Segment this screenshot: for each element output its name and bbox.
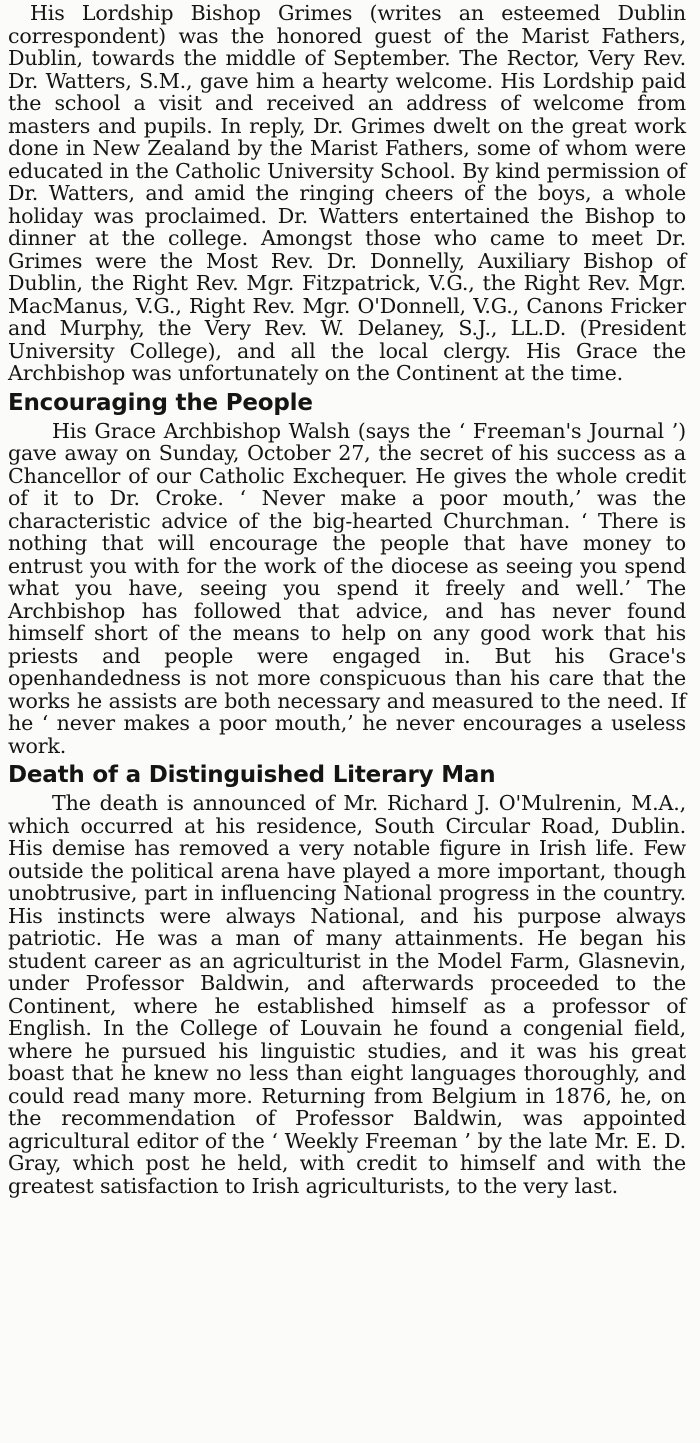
article-bishop-grimes-body: His Lordship Bishop Grimes (writes an esteemed Dublin correspondent) was the honored guest of the Marist Fathers, Dublin, towards the middle of September. The Rector, Very Rev. Dr. Watters, S.M., gave him a hearty welcome. His Lordship paid the school a visit and received an address of welcome from masters and pupils. In reply, Dr. Grimes dwelt on the great work done in New Zealand by the Marist Fathers, some of whom were educated in the Catholic University School. By kind permission of Dr. Watters, and amid the ringing cheers of the boys, a whole holiday was proclaimed. Dr. Watters entertained the Bishop to dinner at the college. Amongst those who came to meet Dr. Grimes were the Most Rev. Dr. Donnelly, Auxiliary Bishop of Dublin, the Right Rev. Mgr. Fitzpatrick, V.G., the Right Rev. Mgr. MacManus, V.G., Right Rev. Mgr. O'Donnell, V.G., Canons Fricker and Murphy, the Very Rev. W. Delaney, S.J., LL.D. (President University College), and all the local clergy. His Grace the Archbishop was unfortunately on the Continent at the time. <box>8 1 686 385</box>
heading-encouraging-the-people: Encouraging the People <box>8 389 313 416</box>
article-encouraging-body: His Grace Archbishop Walsh (says the ‘ Freeman's Journal ’) gave away on Sunday, October 27, the secret of his success as a Chancellor of our Catholic Exchequer. He gives the whole credit of it to Dr. Croke. ‘ Never make a poor mouth,’ was the characteristic advice of the big-hearted Churchman. ‘ There is nothing that will encourage the people that have money to entrust you with for the work of the diocese as seeing you spend what you have, seeing you spend it freely and well.’ The Archbishop has followed that advice, and has never found himself short of the means to help on any good work that his priests and people were engaged in. But his Grace's openhandedness is not more conspicuous than his care that the works he assists are both necessary and measured to the need. If he ‘ never makes a poor mouth,’ he never encourages a useless work. <box>8 418 686 758</box>
heading-death-of-literary-man: Death of a Distinguished Literary Man <box>8 762 496 788</box>
article-death-body: The death is announced of Mr. Richard J. O'Mulrenin, M.A., which occurred at his residence, South Circular Road, Dublin. His demise has removed a very notable figure in Irish life. Few outside the political arena have played a more important, though unobtrusive, part in influencing National progress in the country. His instincts were always National, and his purpose always patriotic. He was a man of many attainments. He began his student career as an agriculturist in the Model Farm, Glasnevin, under Professor Baldwin, and afterwards proceeded to the Continent, where he established himself as a professor of English. In the College of Louvain he found a congenial field, where he pursued his linguistic studies, and it was his great boast that he knew no less than eight languages thoroughly, and could read many more. Returning from Belgium in 1876, he, on the recommendation of Professor Baldwin, was appointed agricultural editor of the ‘ Weekly Freeman ’ by the late Mr. E. D. Gray, which post he held, with credit to himself and with the greatest satisfaction to Irish agriculturists, to the very last. <box>8 791 686 1198</box>
